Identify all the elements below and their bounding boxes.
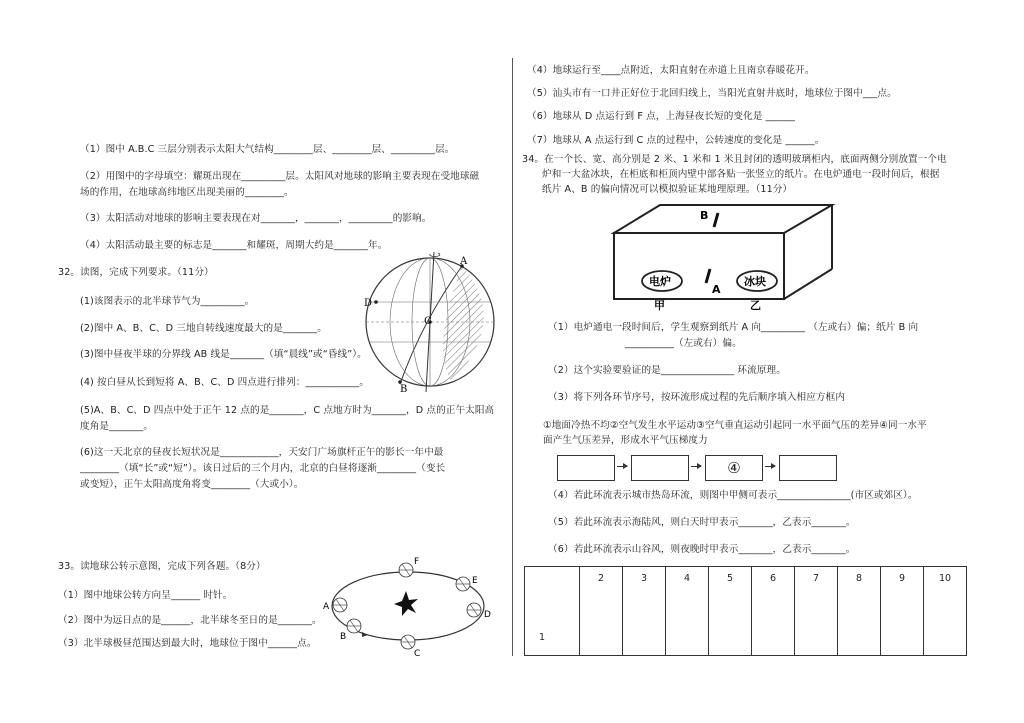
q32-line-2: (2)图中 A、B、C、D 三地自转线速度最大的是_______。 xyxy=(80,323,327,334)
q31-line-3: 场的作用，在地球高纬地区出现美丽的________。 xyxy=(80,187,294,198)
q32-line-5: (5)A、B、C、D 四点中处于正午 12 点的是_______，C 点地方时为_______，D 点的正午太阳高 xyxy=(80,405,495,416)
q33-line-6: （6）地球从 D 点运行到 F 点，上海昼夜长短的变化是 ______ xyxy=(527,111,796,122)
table-row xyxy=(525,567,967,656)
q33-line-4: （4）地球运行至____点附近，太阳直射在赤道上且南京春暖花开。 xyxy=(527,65,815,76)
order-box-3-value: ④ xyxy=(727,459,741,477)
globe-diagram xyxy=(360,250,510,400)
q34-steps-2: 面产生气压差异，形成水平气压梯度力 xyxy=(543,435,708,446)
q34-q5: （5）若此环流表示海陆风，则白天时甲表示_______，乙表示_______。 xyxy=(548,517,856,528)
globe-label-a: A xyxy=(460,256,468,267)
q33-line-2: （2）图中为远日点的是______，北半球冬至日的是_______。 xyxy=(58,615,322,626)
q33-title: 33。读地球公转示意图，完成下列各题。（8分） xyxy=(58,561,266,572)
q31-line-2: （2）用图中的字母填空：耀斑出现在_________层。太阳风对地球的影响主要表现在受地球磁 xyxy=(80,171,480,182)
table-cell-2[interactable]: 2 xyxy=(580,567,623,656)
orbit-label-b: B xyxy=(340,632,347,642)
order-arrow-3 xyxy=(765,466,775,467)
q34-q2: （2）这个实验要验证的是_______________ 环流原理。 xyxy=(548,365,786,376)
q31-line-5: （4）太阳活动最主要的标志是_______和耀斑，周期大约是_______年。 xyxy=(80,240,388,251)
q34-steps-1: ①地面冷热不均②空气发生水平运动③空气垂直运动引起同一水平面气压的差异④同一水平 xyxy=(543,420,927,431)
stove-label: 电炉 xyxy=(649,275,671,288)
q32-line-3: (3)图中昼夜半球的分界线 AB 线是_______（填“晨线”或“昏线”）。 xyxy=(80,349,367,360)
order-arrow-1 xyxy=(617,466,627,467)
paper-a-label: A xyxy=(712,283,721,296)
order-box-2[interactable] xyxy=(631,455,689,481)
q34-intro-1: 34。在一个长、宽、高分别是 2 米、1 米和 1 米且封闭的透明玻璃柜内，底面两侧分别放置一个电 xyxy=(522,154,947,165)
q33-line-5: （5）汕头市有一口井正好位于北回归线上，当阳光直射井底时，地球位于图中___点。 xyxy=(527,88,897,99)
globe-label-c: C xyxy=(424,316,432,327)
q34-q4: （4）若此环流表示城市热岛环流，则图中甲侧可表示_______________(市区或郊区）。 xyxy=(548,490,918,501)
q32-line-6: 度角是_______。 xyxy=(80,421,154,432)
q34-q3: （3）将下列各环节序号，按环流形成过程的先后顺序填入相应方框内 xyxy=(548,392,846,403)
order-box-1[interactable] xyxy=(557,455,615,481)
table-cell-7[interactable]: 7 xyxy=(795,567,838,656)
column-divider xyxy=(512,58,513,656)
globe-label-d: D xyxy=(364,298,373,309)
table-cell-4[interactable]: 4 xyxy=(666,567,709,656)
q33-line-7: （7）地球从 A 点运行到 C 点的过程中，公转速度的变化是 ______。 xyxy=(527,135,825,146)
answer-table xyxy=(524,566,967,656)
q31-line-1: （1）图中 A.B.C 三层分别表示太阳大气结构________层、________层、_________层。 xyxy=(80,144,455,155)
q34-intro-3: 纸片 A、B 的偏向情况可以模拟验证某地理原理。（11分） xyxy=(542,184,793,195)
q32-line-1: (1)该图表示的北半球节气为_________。 xyxy=(80,296,255,307)
side-jia-label: 甲 xyxy=(654,299,665,312)
side-yi-label: 乙 xyxy=(750,299,761,312)
orbit-label-c: C xyxy=(414,649,421,659)
q33-line-1: （1）图中地球公转方向呈______ 时针。 xyxy=(58,590,233,601)
glass-cabinet-diagram xyxy=(612,203,842,313)
q34-q1-line-2: __________（左或右）偏。 xyxy=(625,338,742,349)
order-arrow-2 xyxy=(691,466,701,467)
table-cell-6[interactable]: 6 xyxy=(752,567,795,656)
table-cell-9[interactable]: 9 xyxy=(881,567,924,656)
order-box-3[interactable] xyxy=(705,455,763,481)
table-cell-8[interactable]: 8 xyxy=(838,567,881,656)
order-box-4[interactable] xyxy=(779,455,837,481)
orbit-label-a: A xyxy=(323,602,330,612)
table-cell-3[interactable]: 3 xyxy=(623,567,666,656)
q32-title: 32。读图，完成下列要求。（11分） xyxy=(58,267,214,278)
q34-intro-2: 炉和一大盆冰块，在柜底和柜顶内壁中部各贴一张竖立的纸片。在电炉通电一段时间后，根据 xyxy=(542,169,940,180)
q32-line-4: (4) 按白昼从长到短将 A、B、C、D 四点进行排列：___________。 xyxy=(80,377,370,388)
orbit-label-e: E xyxy=(472,576,478,586)
table-cell-1[interactable]: 1 xyxy=(525,567,580,656)
sun-icon xyxy=(394,591,418,616)
q31-line-4: （3）太阳活动对地球的影响主要表现在对_______，_______，_________的影响。 xyxy=(80,213,432,224)
orbit-diagram xyxy=(322,555,502,660)
orbit-label-d: D xyxy=(484,610,491,620)
ice-label: 冰块 xyxy=(744,275,766,288)
q32-line-9: 或变短），正午太阳高度角将变________（大或小）。 xyxy=(80,479,304,490)
orbit-label-f: F xyxy=(414,557,420,567)
q34-q1-line-1: （1）电炉通电一段时间后，学生观察到纸片 A 向_________ （左或右）偏；纸片 B 向 xyxy=(548,322,919,333)
paper-b-label: B xyxy=(700,209,709,222)
globe-label-b: B xyxy=(400,384,408,395)
q32-line-8: ________（填“长”或“短”）。该日过后的三个月内，北京的白昼将逐渐________（变长 xyxy=(80,463,446,474)
table-cell-5[interactable]: 5 xyxy=(709,567,752,656)
q32-line-7: (6)这一天北京的昼夜长短状况是____________，天安门广场旗杆正午的影长一年中最 xyxy=(80,447,444,458)
q34-q6: （6）若此环流表示山谷风，则夜晚时甲表示_______，乙表示_______。 xyxy=(548,544,856,555)
table-cell-10[interactable]: 10 xyxy=(924,567,967,656)
q33-line-3: （3）北半球极昼范围达到最大时，地球位于图中______点。 xyxy=(58,638,317,649)
